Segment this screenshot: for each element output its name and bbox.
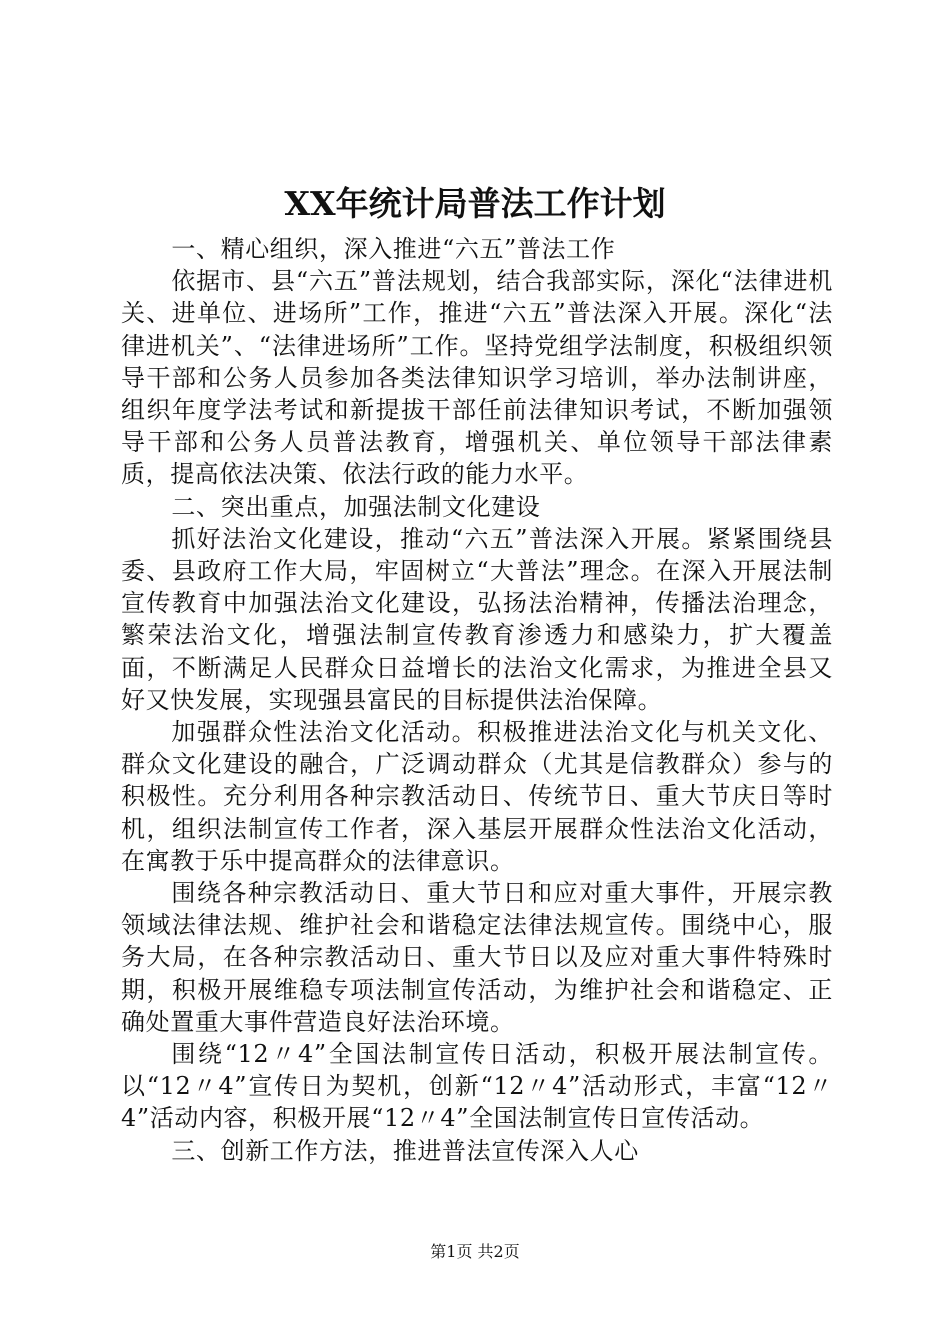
paragraph: 围绕“12〃4”全国法制宣传日活动，积极开展法制宣传。以“12〃4”宣传日为契机，创新“12〃4”活动形式，丰富“12〃4”活动内容，积极开展“12〃4”全国法制宣传日宣传活动。 (121, 1040, 833, 1133)
paragraph: 围绕各种宗教活动日、重大节日和应对重大事件，开展宗教领域法律法规、维护社会和谐稳定法律法规宣传。围绕中心，服务大局，在各种宗教活动日、重大节日以及应对重大事件特殊时期，积极开展维稳专项法制宣传活动，为维护社会和谐稳定、正确处置重大事件营造良好法治环境。 (121, 879, 833, 1036)
paragraph: 抓好法治文化建设，推动“六五”普法深入开展。紧紧围绕县委、县政府工作大局，牢固树立“大普法”理念。在深入开展法制宣传教育中加强法治文化建设，弘扬法治精神，传播法治理念，繁荣法治文化，增强法制宣传教育渗透力和感染力，扩大覆盖面，不断满足人民群众日益增长的法治文化需求，为推进全县又好又快发展，实现强县富民的目标提供法治保障。 (121, 524, 833, 714)
page-number: 第1页 共2页 (430, 1242, 520, 1261)
section-heading-2: 二、突出重点，加强法制文化建设 (171, 492, 541, 521)
paragraph: 加强群众性法治文化活动。积极推进法治文化与机关文化、群众文化建设的融合，广泛调动群众（尤其是信教群众）参与的积极性。充分利用各种宗教活动日、传统节日、重大节庆日等时机，组织法制宣传工作者，深入基层开展群众性法治文化活动，在寓教于乐中提高群众的法律意识。 (121, 718, 833, 875)
paragraph: 依据市、县“六五”普法规划，结合我部实际，深化“法律进机关、进单位、进场所”工作，推进“六五”普法深入开展。深化“法律进机关”、“法律进场所”工作。坚持党组学法制度，积极组织领导干部和公务人员参加各类法律知识学习培训，举办法制讲座，组织年度学法考试和新提拔干部任前法律知识考试，不断加强领导干部和公务人员普法教育，增强机关、单位领导干部法律素质，提高依法决策、依法行政的能力水平。 (121, 267, 833, 489)
document-body (121, 233, 833, 1167)
section-heading-1: 一、精心组织，深入推进“六五”普法工作 (171, 235, 616, 263)
section-heading-3: 三、创新工作方法，推进普法宣传深入人心 (171, 1136, 639, 1165)
document-title: XX年统计局普法工作计划 (284, 184, 666, 223)
